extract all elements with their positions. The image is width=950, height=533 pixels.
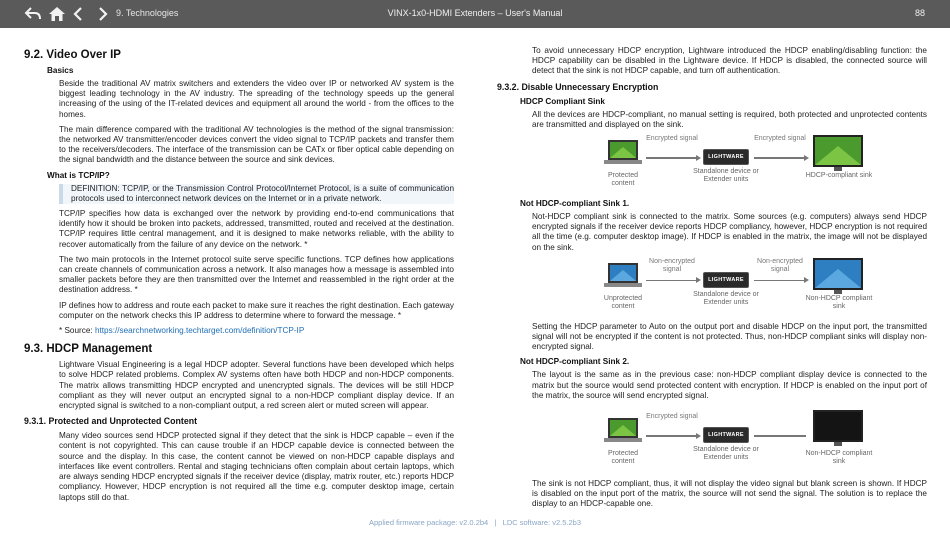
sink-label: Non-HDCP compliant sink [805, 294, 873, 310]
source-label: Unprotected content [603, 294, 643, 310]
heading-disable-encryption: 9.3.2. Disable Unnecessary Encryption [497, 81, 659, 92]
arrow [754, 157, 806, 159]
arrow [646, 435, 698, 437]
laptop-icon [603, 417, 643, 450]
source-label: Protected content [608, 172, 638, 188]
footer-version: Applied firmware package: v2.0.2b4 | LDC software: v2.5.2b3 [368, 518, 582, 527]
heading-protected-content: 9.3.1. Protected and Unprotected Content [24, 416, 198, 427]
signal-label: Encrypted signal [646, 135, 698, 143]
lightware-device [703, 149, 749, 165]
heading-hdcp-management: 9.3. HDCP Management [24, 343, 153, 356]
sink-label: Non-HDCP compliant sink [805, 450, 873, 466]
paragraph: Many video sources send HDCP protected signal if they detect that the sink is HDCP capable – even if the content is not copyrighted. This can cause trouble if an HDCP capable device is connected between the source and the display. In this case, the content cannot be viewed on non-HDCP capable displays and interfaces like event controllers. Rental and staging technicians often complain about certain laptops, which are always sending HDCP encrypted signals if the receiver device (display, matrix router, etc.) reports HDCP compliancy. However, HDCP encryption is not required all the time e.g. computer desktop image, certain laptops still do that. [59, 431, 454, 502]
diagram-non-hdcp-1 [532, 258, 927, 316]
paragraph: TCP/IP specifies how data is exchanged over the network by providing end-to-end communications that identify how it should be broken into packets, addressed, transmitted, routed and received at the destination. TCP/IP requires little central management, and it is designed to make networks reliable, with the ability to recover automatically from the failure of any device on the network. * [59, 209, 454, 249]
laptop-icon [603, 139, 643, 172]
page-number: 88 [914, 8, 925, 18]
paragraph: IP defines how to address and route each packet to make sure it reaches the right destination. Each gateway computer on the network checks this IP address to determine where to forward the message. * [59, 300, 454, 320]
subheading-what-is-tcp: What is TCP/IP? [47, 170, 110, 180]
signal-label: Non-encrypted signal [649, 257, 695, 273]
paragraph: Beside the traditional AV matrix switchers and extenders the video over IP or networked AV system is the biggest leading technology in the AV industry. The spreading of the technology speeds up the general increasing of the using of the IT-related devices and equipment all around the world - from the offices to the homes. [59, 79, 454, 119]
device-brand: LIGHTWARE [708, 432, 744, 439]
paragraph: Lightware Visual Engineering is a legal HDCP adopter. Several functions have been developed which helps to solve HDCP related problems. Complex AV systems often have both HDCP and non-HDCP components. The matrix allows transmitting HDCP encrypted and unencrypted signals. The devices will be still HDCP compliant as they will never output an encrypted signal to a non-HDCP compliant display device. If an encrypted signal is switched to a non-compliant output, a red screen alert or muted screen will appear. [59, 360, 454, 411]
diagram-non-hdcp-2 [532, 409, 927, 473]
device-label: Standalone device or Extender units [693, 290, 759, 306]
device-brand: LIGHTWARE [708, 154, 744, 161]
definition-box: DEFINITION: TCP/IP, or the Transmission Control Protocol/Internet Protocol, is a suite of communication protocols used to interconnect network devices on the Internet or in a private network. [59, 184, 454, 204]
source-link[interactable]: https://searchnetworking.techtarget.com/definition/TCP-IP [94, 326, 305, 336]
monitor-icon [812, 134, 864, 175]
lightware-device [703, 427, 749, 443]
monitor-icon [812, 257, 864, 298]
paragraph: Setting the HDCP parameter to Auto on the output port and disable HDCP on the input port, the transmitted signal will not be encrypted if the content is not protected. Thus, non-HDCP compliant sinks will display non-encrypted signal. [532, 321, 927, 352]
paragraph: The two main protocols in the Internet protocol suite serve specific functions. TCP defines how applications can create channels of communication across a network. It also manages how a message is assembled into smaller packets before they are then transmitted over the Internet and reassembled in the right order at the destination address. * [59, 254, 454, 295]
device-label: Standalone device or Extender units [693, 168, 759, 184]
signal-label: Encrypted signal [646, 413, 698, 421]
arrow [646, 157, 698, 159]
signal-label: Encrypted signal [754, 135, 806, 143]
lightware-device [703, 272, 749, 288]
signal-label: Non-encrypted signal [757, 257, 803, 273]
device-label: Standalone device or Extender units [693, 446, 759, 462]
paragraph: Not-HDCP compliant sink is connected to the matrix. Some sources (e.g. computers) always send HDCP encrypted signals if the receiver device reports HDCP compliancy, however, HDCP encryption is not required all the time (e.g. computer desktop image). If HDCP is enabled in the matrix, the image will not be displayed on the sink. [532, 212, 927, 252]
monitor-icon [812, 409, 864, 450]
heading-video-over-ip: 9.2. Video Over IP [24, 49, 121, 61]
laptop-icon [603, 262, 643, 295]
paragraph: The layout is the same as in the previous case: non-HDCP compliant display device is connected to the matrix but the source would send protected content with encryption. If HDCP is enabled on the input port of the matrix, the source will send encrypted signal. [532, 370, 927, 400]
device-brand: LIGHTWARE [708, 276, 744, 283]
section-label: 9. Technologies [116, 8, 179, 18]
subheading-hdcp-compliant-sink: HDCP Compliant Sink [520, 96, 605, 106]
connector-line [754, 435, 806, 437]
paragraph: The main difference compared with the traditional AV technologies is the method of the signal transmission: the networked AV transmitter/encoder devices convert the video signal to TCP/IP packets and transfer them to the receivers/decoders. The interface of the transmission can be CATx or fiber optical cable depending on the signal bandwidth and the distance between the source and sink devices. [59, 124, 454, 165]
header-bar [0, 0, 950, 28]
source-label: Protected content [608, 450, 638, 466]
arrow [646, 280, 698, 282]
paragraph: The sink is not HDCP compliant, thus, it will not display the video signal but blank screen is shown. If HDCP is disabled on the input port of the matrix, the source will not send the signal. The solution is to replace the display to an HDCP-capable one. [532, 479, 927, 509]
source-prefix: * Source: [59, 326, 95, 336]
subheading-basics: Basics [47, 66, 74, 75]
subheading-not-compliant-2: Not HDCP-compliant Sink 2. [520, 357, 630, 367]
paragraph: All the devices are HDCP-compliant, no manual setting is required, both protected and unprotected contents are transmitted and displayed on the sink. [532, 109, 927, 129]
document-title: VINX-1x0-HDMI Extenders – User's Manual [387, 8, 563, 18]
sink-label: HDCP-compliant sink [805, 172, 873, 180]
left-column [24, 46, 454, 508]
paragraph: To avoid unnecessary HDCP encryption, Lightware introduced the HDCP enabling/disabling function: the HDCP capability can be disabled in the Lightware device. If HDCP is disabled, the connected source will detect that the sink is not HDCP capable, and turn off authentication. [532, 46, 927, 76]
source-note [59, 326, 454, 336]
arrow [754, 280, 806, 282]
diagram-hdcp-compliant [532, 135, 927, 193]
subheading-not-compliant-1: Not HDCP-compliant Sink 1. [520, 199, 630, 209]
right-column [497, 46, 927, 515]
